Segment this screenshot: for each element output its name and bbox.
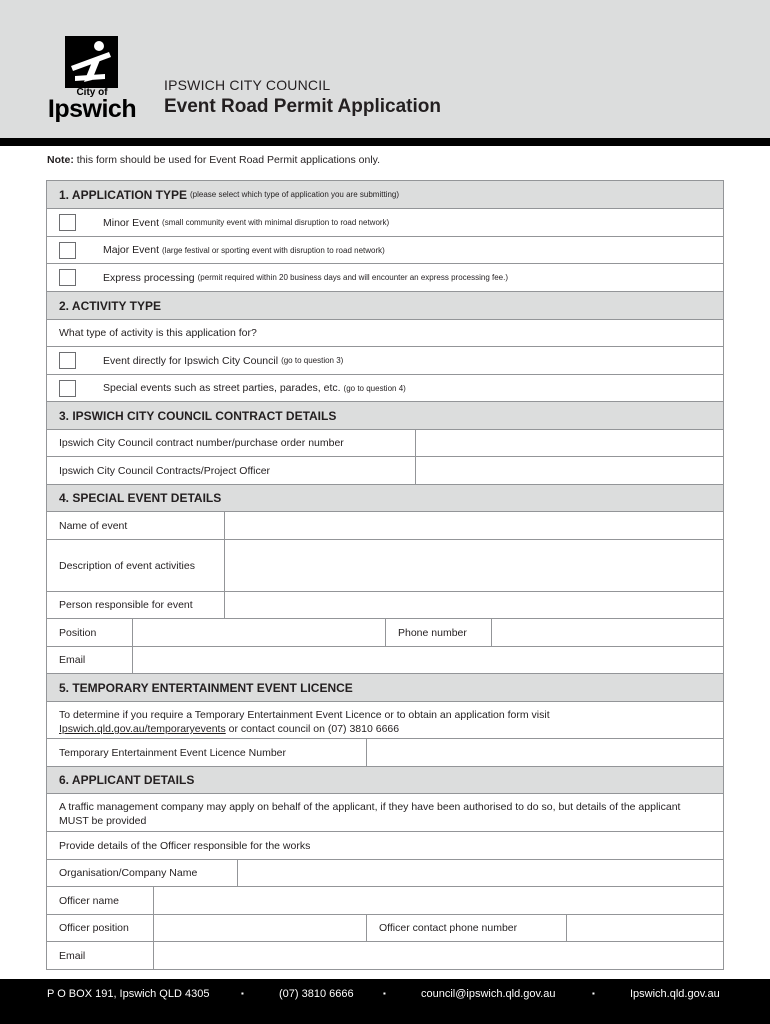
section-special-event <box>47 485 723 512</box>
footer-separator: ▪ <box>241 989 244 998</box>
permit-form <box>46 180 724 970</box>
officer-phone-label: Officer contact phone number <box>366 915 566 941</box>
option-hint: (small community event with minimal disruption to road network) <box>162 218 390 227</box>
section-application-type <box>47 181 723 209</box>
contract-number-label: Ipswich City Council contract number/purchase order number <box>59 437 344 449</box>
applicant-info: A traffic management company may apply on behalf of the applicant, if they have been authorised to do so, but details of the applicant MUST be provided <box>47 794 723 832</box>
option-major-event[interactable] <box>47 237 723 264</box>
major-event-checkbox[interactable] <box>59 242 76 259</box>
contract-officer-row <box>47 457 723 485</box>
contract-number-input[interactable] <box>415 430 723 456</box>
page-header <box>0 0 770 138</box>
applicant-email-input[interactable] <box>153 942 723 969</box>
option-label: Minor Event <box>103 216 160 229</box>
officer-position-label: Officer position <box>59 922 129 934</box>
organisation-input[interactable] <box>237 860 723 886</box>
contract-officer-label: Ipswich City Council Contracts/Project Officer <box>59 464 271 477</box>
officer-name-label: Officer name <box>59 894 119 907</box>
event-description-input[interactable] <box>224 540 723 591</box>
contract-officer-input[interactable] <box>415 457 723 484</box>
licence-info <box>47 702 723 739</box>
officer-name-input[interactable] <box>153 887 723 914</box>
section-4-title: 4. SPECIAL EVENT DETAILS <box>59 491 222 505</box>
header-divider <box>0 138 770 146</box>
option-minor-event[interactable] <box>47 209 723 237</box>
option-express-processing[interactable] <box>47 264 723 292</box>
footer-address: P O BOX 191, Ipswich QLD 4305 <box>47 988 210 1000</box>
licence-info-text <box>59 708 550 735</box>
option-council-event[interactable] <box>47 347 723 375</box>
section-3-title: 3. IPSWICH CITY COUNCIL CONTRACT DETAILS <box>59 408 337 423</box>
licence-number-label: Temporary Entertainment Event Licence Number <box>59 746 287 759</box>
officer-position-row <box>47 915 723 942</box>
footer-website: Ipswich.qld.gov.au <box>630 988 720 1000</box>
page-title: Event Road Permit Application <box>164 96 441 117</box>
section-activity-type <box>47 292 723 320</box>
option-label: Major Event <box>103 244 160 256</box>
ipswich-logo <box>44 36 140 122</box>
option-hint: (go to question 4) <box>343 383 406 393</box>
section-entertainment-licence <box>47 674 723 702</box>
logo-city-of: City of <box>76 87 108 98</box>
event-description-row <box>47 540 723 592</box>
applicant-email-row <box>47 942 723 970</box>
phone-label: Phone number <box>385 619 491 646</box>
logo-ipswich: Ipswich <box>47 95 137 123</box>
option-hint: (permit required within 20 business days and will encounter an express processing fee.) <box>197 273 509 282</box>
officer-phone-input[interactable] <box>566 915 723 941</box>
page-footer <box>0 979 770 1024</box>
express-processing-checkbox[interactable] <box>59 269 76 286</box>
applicant-email-label: Email <box>59 949 86 962</box>
note-label: Note: <box>47 154 74 166</box>
contract-number-row <box>47 430 723 457</box>
temporary-events-link[interactable]: Ipswich.qld.gov.au/temporaryevents <box>59 723 226 735</box>
option-label: Express processing <box>103 271 195 284</box>
person-responsible-label: Person responsible for event <box>59 599 193 611</box>
organisation-label: Organisation/Company Name <box>59 867 198 879</box>
section-1-title: 1. APPLICATION TYPE <box>59 187 188 202</box>
organisation-row <box>47 860 723 887</box>
section-1-hint: (please select which type of application you are submitting) <box>190 190 400 199</box>
event-email-input[interactable] <box>132 647 723 673</box>
footer-email: council@ipswich.qld.gov.au <box>421 988 556 1000</box>
position-label: Position <box>59 626 97 639</box>
phone-input[interactable] <box>491 619 723 646</box>
minor-event-checkbox[interactable] <box>59 214 76 231</box>
licence-number-input[interactable] <box>366 739 723 766</box>
officer-name-row <box>47 887 723 915</box>
event-name-row <box>47 512 723 540</box>
form-note <box>47 154 380 166</box>
option-label: Event directly for Ipswich City Council <box>103 354 279 367</box>
position-input[interactable] <box>132 619 385 646</box>
licence-info-b: or contact council on (07) 3810 6666 <box>225 723 400 735</box>
section-applicant-details <box>47 767 723 794</box>
licence-number-row <box>47 739 723 767</box>
footer-separator: ▪ <box>383 989 386 998</box>
logo-i-icon <box>65 36 118 88</box>
council-name: IPSWICH CITY COUNCIL <box>164 77 331 93</box>
position-phone-row <box>47 619 723 647</box>
person-responsible-input[interactable] <box>224 592 723 618</box>
event-email-label: Email <box>59 654 86 666</box>
event-email-row <box>47 647 723 674</box>
person-responsible-row <box>47 592 723 619</box>
activity-question: What type of activity is this application for? <box>47 320 723 347</box>
section-contract-details <box>47 402 723 430</box>
officer-position-input[interactable] <box>153 915 366 941</box>
option-special-event[interactable] <box>47 375 723 402</box>
provide-details-text: Provide details of the Officer responsible for the works <box>47 832 723 860</box>
event-name-label: Name of event <box>59 519 128 532</box>
footer-phone: (07) 3810 6666 <box>279 988 354 1000</box>
option-label: Special events such as street parties, parades, etc. <box>103 382 341 394</box>
footer-separator: ▪ <box>592 989 595 998</box>
licence-info-a: To determine if you require a Temporary Entertainment Event Licence or to obtain an application form visit <box>59 709 550 721</box>
special-event-checkbox[interactable] <box>59 380 76 397</box>
option-hint: (go to question 3) <box>281 356 344 365</box>
option-hint: (large festival or sporting event with disruption to road network) <box>162 245 385 255</box>
event-name-input[interactable] <box>224 512 723 539</box>
event-description-label: Description of event activities <box>59 559 195 572</box>
council-event-checkbox[interactable] <box>59 352 76 369</box>
section-6-title: 6. APPLICANT DETAILS <box>59 773 195 787</box>
note-text: this form should be used for Event Road Permit applications only. <box>73 154 381 166</box>
section-2-title: 2. ACTIVITY TYPE <box>59 298 162 313</box>
section-5-title: 5. TEMPORARY ENTERTAINMENT EVENT LICENCE <box>59 680 353 695</box>
